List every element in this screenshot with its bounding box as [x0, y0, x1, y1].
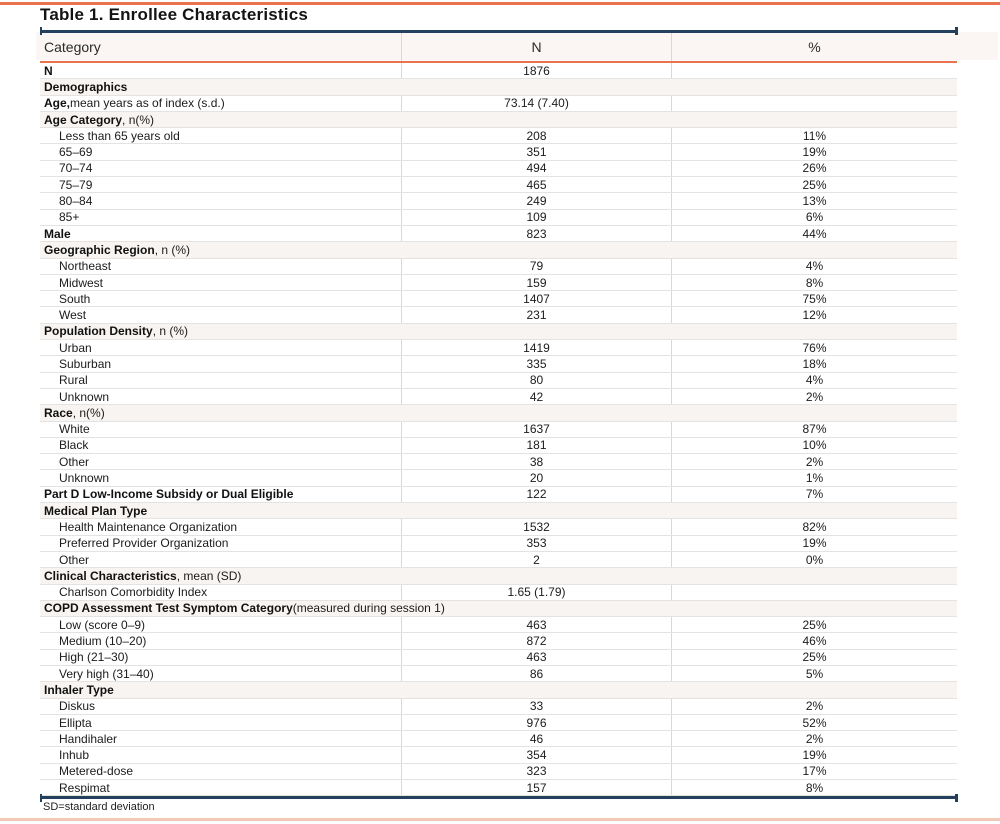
- category-label: 65–69: [59, 145, 93, 160]
- percent-value-cell: 2%: [805, 699, 824, 714]
- table-row: [40, 699, 957, 715]
- section-row: [40, 112, 957, 128]
- percent-value-cell: 26%: [802, 161, 827, 176]
- table-row: [40, 291, 957, 307]
- n-value-cell: 159: [401, 275, 672, 290]
- percent-value-cell: 25%: [802, 177, 827, 192]
- category-label: , n (%): [154, 242, 191, 257]
- percent-value-cell: 7%: [805, 487, 824, 502]
- section-row: [40, 405, 957, 421]
- n-value-cell: 1532: [401, 519, 672, 534]
- category-label-bold: Population Density: [44, 324, 153, 339]
- category-cell: [40, 422, 401, 437]
- percent-value-cell: [672, 63, 957, 78]
- n-value-cell: 79: [401, 259, 672, 274]
- table-bottom-border: [40, 796, 957, 799]
- category-label: , mean (SD): [176, 568, 242, 583]
- table-row: [40, 454, 957, 470]
- percent-value-cell: 82%: [802, 519, 827, 534]
- table-row: [40, 128, 957, 144]
- category-label-bold: Part D Low-Income Subsidy or Dual Eligible: [44, 487, 294, 502]
- category-label-bold: Clinical Characteristics: [44, 568, 177, 583]
- enrollee-characteristics-table: [40, 30, 957, 799]
- category-label: Metered-dose: [59, 764, 134, 779]
- category-cell: [40, 601, 957, 616]
- n-value-cell: 38: [401, 454, 672, 469]
- category-label: Preferred Provider Organization: [59, 536, 229, 551]
- category-cell: [40, 666, 401, 681]
- table-row: [40, 519, 957, 535]
- category-label: Northeast: [59, 259, 112, 274]
- category-cell: [40, 715, 401, 730]
- section-row: [40, 503, 957, 519]
- percent-value-cell: 17%: [802, 764, 827, 779]
- section-row: [40, 324, 957, 340]
- table-row: [40, 666, 957, 682]
- percent-value-cell: 5%: [805, 666, 824, 681]
- n-value-cell: 122: [401, 487, 672, 502]
- percent-value-cell: 75%: [802, 291, 827, 306]
- percent-value-cell: 87%: [802, 422, 827, 437]
- category-label: Inhub: [59, 748, 90, 763]
- percent-value-cell: 12%: [802, 308, 827, 323]
- category-label-bold: Male: [44, 226, 71, 241]
- category-label: Suburban: [59, 356, 112, 371]
- category-cell: [40, 568, 957, 583]
- percent-value-cell: 25%: [802, 650, 827, 665]
- table-top-border: [40, 30, 957, 33]
- percent-value-cell: 2%: [805, 731, 824, 746]
- percent-value-cell: 4%: [805, 259, 824, 274]
- category-cell: [40, 291, 401, 306]
- table-row: [40, 356, 957, 372]
- section-row: [40, 568, 957, 584]
- table-row: [40, 747, 957, 763]
- category-cell: [40, 193, 401, 208]
- n-value-cell: 208: [401, 128, 672, 143]
- category-cell: [40, 340, 401, 355]
- table-row: [40, 275, 957, 291]
- category-cell: [40, 699, 401, 714]
- percent-value-cell: 4%: [805, 373, 824, 388]
- percent-value-cell: [672, 96, 957, 111]
- category-cell: [40, 112, 957, 127]
- category-label-bold: Inhaler Type: [44, 682, 114, 697]
- category-label: Midwest: [59, 275, 104, 290]
- category-cell: [40, 307, 401, 322]
- category-label: Low (score 0–9): [59, 617, 146, 632]
- table-row: [40, 63, 957, 79]
- n-value-cell: 1637: [401, 422, 672, 437]
- table-row: [40, 585, 957, 601]
- percent-value-cell: 10%: [802, 438, 827, 453]
- n-value-cell: 323: [401, 764, 672, 779]
- n-value-cell: 823: [401, 226, 672, 241]
- category-cell: [40, 731, 401, 746]
- category-label-bold: Demographics: [44, 79, 128, 94]
- percent-value-cell: 76%: [802, 340, 827, 355]
- category-cell: [40, 259, 401, 274]
- category-cell: [40, 405, 957, 420]
- category-label: 85+: [59, 210, 80, 225]
- n-value-cell: 157: [401, 780, 672, 795]
- percent-value-cell: 11%: [802, 128, 827, 143]
- table-row: [40, 144, 957, 160]
- table-row: [40, 373, 957, 389]
- percent-value-cell: 13%: [802, 194, 827, 209]
- category-label: Diskus: [59, 699, 96, 714]
- percent-value-cell: 19%: [802, 145, 827, 160]
- category-label-bold: Age,: [44, 96, 71, 111]
- section-row: [40, 79, 957, 95]
- table-row: [40, 177, 957, 193]
- category-cell: [40, 780, 401, 795]
- table-row: [40, 536, 957, 552]
- category-label: Very high (31–40): [59, 666, 154, 681]
- category-label: Medium (10–20): [59, 634, 147, 649]
- percent-value-cell: 44%: [802, 226, 827, 241]
- category-cell: [40, 356, 401, 371]
- category-label: West: [59, 308, 87, 323]
- n-value-cell: 33: [401, 699, 672, 714]
- category-label: High (21–30): [59, 650, 129, 665]
- category-label: White: [59, 422, 90, 437]
- n-value-cell: 2: [401, 552, 672, 567]
- percent-value-cell: 18%: [802, 356, 827, 371]
- category-cell: [40, 747, 401, 762]
- category-label: Health Maintenance Organization: [59, 519, 238, 534]
- category-cell: [40, 454, 401, 469]
- category-label-bold: Geographic Region: [44, 242, 155, 257]
- category-label: 80–84: [59, 194, 93, 209]
- n-value-cell: 1419: [401, 340, 672, 355]
- page-title: Table 1. Enrollee Characteristics: [40, 5, 309, 24]
- n-value-cell: 20: [401, 470, 672, 485]
- category-label: Less than 65 years old: [59, 128, 180, 143]
- table-row: [40, 161, 957, 177]
- category-cell: [40, 324, 957, 339]
- footnote: SD=standard deviation: [43, 801, 155, 813]
- table-row: [40, 731, 957, 747]
- n-value-cell: 181: [401, 438, 672, 453]
- n-value-cell: 351: [401, 144, 672, 159]
- column-header-category: Category: [44, 38, 101, 55]
- category-cell: [40, 470, 401, 485]
- category-cell: [40, 536, 401, 551]
- table-row: [40, 780, 957, 796]
- percent-value-cell: 8%: [805, 780, 824, 795]
- table-row: [40, 307, 957, 323]
- n-value-cell: 86: [401, 666, 672, 681]
- category-label: Unknown: [59, 471, 110, 486]
- category-cell: [40, 63, 401, 78]
- n-value-cell: 465: [401, 177, 672, 192]
- category-label: South: [59, 291, 91, 306]
- category-cell: [40, 275, 401, 290]
- category-label: Other: [59, 454, 90, 469]
- category-label: Handihaler: [59, 731, 118, 746]
- category-cell: [40, 242, 957, 257]
- category-label: Unknown: [59, 389, 110, 404]
- table-row: [40, 340, 957, 356]
- percent-value-cell: 0%: [805, 552, 824, 567]
- percent-value-cell: 1%: [805, 471, 824, 486]
- percent-value-cell: 2%: [805, 454, 824, 469]
- section-row: [40, 242, 957, 258]
- percent-value-cell: 46%: [802, 634, 827, 649]
- category-label-bold: Race: [44, 405, 73, 420]
- table-row: [40, 389, 957, 405]
- n-value-cell: 1.65 (1.79): [401, 585, 672, 600]
- n-value-cell: 231: [401, 307, 672, 322]
- percent-value-cell: [672, 585, 957, 600]
- n-value-cell: 1876: [401, 63, 672, 78]
- category-label: Respimat: [59, 780, 110, 795]
- category-cell: [40, 210, 401, 225]
- n-value-cell: 872: [401, 633, 672, 648]
- category-cell: [40, 79, 957, 94]
- percent-value-cell: 19%: [802, 536, 827, 551]
- n-value-cell: 976: [401, 715, 672, 730]
- category-cell: [40, 633, 401, 648]
- n-value-cell: 42: [401, 389, 672, 404]
- n-value-cell: 249: [401, 193, 672, 208]
- percent-value-cell: 19%: [802, 748, 827, 763]
- category-cell: [40, 161, 401, 176]
- category-label-bold: Age Category: [44, 112, 123, 127]
- table-row: [40, 487, 957, 503]
- category-cell: [40, 764, 401, 779]
- n-value-cell: 1407: [401, 291, 672, 306]
- n-value-cell: 354: [401, 747, 672, 762]
- category-label: , n (%): [152, 324, 189, 339]
- n-value-cell: 46: [401, 731, 672, 746]
- category-label: , n(%): [122, 112, 155, 127]
- category-label: Rural: [59, 373, 88, 388]
- category-label: Other: [59, 552, 90, 567]
- category-cell: [40, 226, 401, 241]
- category-cell: [40, 96, 401, 111]
- category-label: mean years as of index (s.d.): [70, 96, 225, 111]
- n-value-cell: 73.14 (7.40): [401, 96, 672, 111]
- table-row: [40, 193, 957, 209]
- table-row: [40, 715, 957, 731]
- n-value-cell: 463: [401, 650, 672, 665]
- table-row: [40, 617, 957, 633]
- table-row: [40, 422, 957, 438]
- n-value-cell: 335: [401, 356, 672, 371]
- category-label: Urban: [59, 340, 92, 355]
- table-row: [40, 226, 957, 242]
- table-row: [40, 210, 957, 226]
- table-row: [40, 259, 957, 275]
- section-row: [40, 601, 957, 617]
- category-label: 75–79: [59, 177, 93, 192]
- category-label-bold: COPD Assessment Test Symptom Category: [44, 601, 293, 616]
- n-value-cell: 80: [401, 373, 672, 388]
- category-cell: [40, 177, 401, 192]
- n-value-cell: 494: [401, 161, 672, 176]
- percent-value-cell: 6%: [805, 210, 824, 225]
- table-row: [40, 438, 957, 454]
- n-value-cell: 353: [401, 536, 672, 551]
- table-row: [40, 633, 957, 649]
- table-row: [40, 650, 957, 666]
- table-row: [40, 552, 957, 568]
- category-cell: [40, 682, 957, 697]
- table-header-row: [40, 33, 957, 61]
- table-row: [40, 764, 957, 780]
- n-value-cell: 109: [401, 210, 672, 225]
- category-label: Ellipta: [59, 715, 92, 730]
- category-label: (measured during session 1): [292, 601, 445, 616]
- section-row: [40, 682, 957, 698]
- percent-value-cell: 25%: [802, 617, 827, 632]
- category-label-bold: N: [44, 63, 53, 78]
- category-cell: [40, 519, 401, 534]
- category-cell: [40, 585, 401, 600]
- column-header-percent: %: [808, 38, 821, 55]
- category-label: , n(%): [72, 405, 105, 420]
- table-row: [40, 470, 957, 486]
- category-label: Charlson Comorbidity Index: [59, 585, 208, 600]
- category-cell: [40, 487, 401, 502]
- category-cell: [40, 552, 401, 567]
- category-cell: [40, 373, 401, 388]
- category-cell: [40, 128, 401, 143]
- category-label: 70–74: [59, 161, 93, 176]
- percent-value-cell: 52%: [802, 715, 827, 730]
- percent-value-cell: 2%: [805, 389, 824, 404]
- category-cell: [40, 650, 401, 665]
- category-cell: [40, 503, 957, 518]
- category-cell: [40, 617, 401, 632]
- category-label-bold: Medical Plan Type: [44, 503, 148, 518]
- category-cell: [40, 389, 401, 404]
- n-value-cell: 463: [401, 617, 672, 632]
- category-cell: [40, 144, 401, 159]
- category-label: Black: [59, 438, 89, 453]
- category-cell: [40, 438, 401, 453]
- table-rows: [40, 63, 957, 796]
- bottom-accent-rule: [0, 818, 1000, 821]
- column-header-n: N: [401, 33, 672, 61]
- percent-value-cell: 8%: [805, 275, 824, 290]
- table-row: [40, 96, 957, 112]
